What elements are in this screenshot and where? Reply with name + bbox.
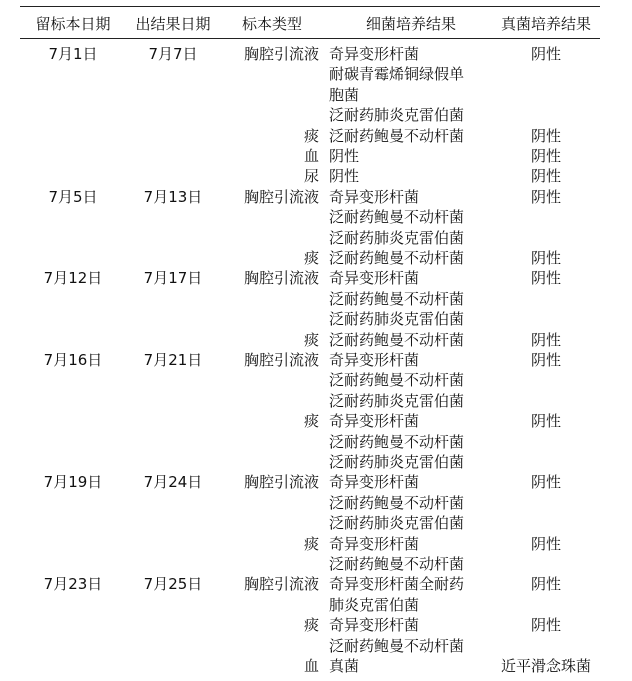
table-row — [0, 472, 632, 492]
fungus-result-cell: 阴性 — [530, 45, 561, 63]
bacteria-result-cell: 泛耐药肺炎克雷伯菌 — [329, 453, 465, 471]
bacteria-result-cell: 泛耐药鲍曼不动杆菌 — [329, 432, 465, 451]
bacteria-result-cell: 泛耐药肺炎克雷伯菌 — [329, 228, 465, 247]
header-sample-date: 留标本日期 — [35, 15, 111, 33]
sample-type-cell: 痰 — [303, 616, 319, 635]
fungus-result-cell: 阴性 — [530, 616, 561, 635]
bacteria-result-cell: 奇异变形杆菌 — [329, 269, 420, 288]
sample-type-cell: 胸腔引流液 — [243, 45, 319, 63]
table-header-rule — [20, 38, 600, 39]
table-row — [0, 615, 632, 635]
fungus-result-cell: 阴性 — [530, 167, 561, 186]
bacteria-result-cell: 奇异变形杆菌 — [329, 412, 420, 431]
table-row — [0, 513, 632, 533]
fungus-result-cell: 阴性 — [530, 187, 561, 206]
sample-type-cell: 血 — [303, 147, 319, 165]
table-top-rule — [20, 6, 600, 7]
table-header — [0, 13, 632, 35]
sample-date-cell: 7月23日 — [43, 575, 103, 594]
header-bacteria-result: 细菌培养结果 — [365, 15, 456, 33]
table-row — [0, 370, 632, 390]
bacteria-result-cell: 肺炎克雷伯菌 — [329, 595, 420, 614]
bacteria-result-cell: 阴性 — [329, 147, 360, 165]
bacteria-result-cell: 泛耐药肺炎克雷伯菌 — [329, 310, 465, 329]
sample-type-cell: 痰 — [303, 330, 319, 349]
table-row — [0, 105, 632, 125]
sample-type-cell: 痰 — [303, 126, 319, 145]
sample-date-cell: 7月12日 — [43, 269, 103, 288]
result-date-cell: 7月24日 — [143, 473, 203, 492]
table-row — [0, 554, 632, 574]
bacteria-result-cell: 奇异变形杆菌 — [329, 187, 420, 206]
table-row — [0, 411, 632, 431]
sample-type-cell: 胸腔引流液 — [243, 473, 319, 492]
fungus-result-cell: 阴性 — [530, 534, 561, 553]
table-row — [0, 432, 632, 452]
bacteria-result-cell: 泛耐药鲍曼不动杆菌 — [329, 371, 465, 390]
table-row — [0, 126, 632, 146]
bacteria-result-cell: 奇异变形杆菌 — [329, 351, 420, 369]
bacteria-result-cell: 奇异变形杆菌全耐药 — [329, 575, 465, 594]
fungus-result-cell: 阴性 — [530, 575, 561, 594]
sample-type-cell: 胸腔引流液 — [243, 187, 319, 206]
header-fungus-result: 真菌培养结果 — [500, 15, 591, 33]
fungus-result-cell: 阴性 — [530, 147, 561, 165]
bacteria-result-cell: 泛耐药鲍曼不动杆菌 — [329, 636, 465, 655]
result-date-cell: 7月25日 — [143, 575, 203, 594]
sample-date-cell: 7月1日 — [48, 45, 98, 63]
sample-date-cell: 7月5日 — [48, 187, 98, 206]
bacteria-result-cell: 奇异变形杆菌 — [329, 473, 420, 492]
fungus-result-cell: 阴性 — [530, 249, 561, 267]
sample-type-cell: 尿 — [303, 167, 319, 186]
sample-type-cell: 痰 — [303, 412, 319, 431]
fungus-result-cell: 阴性 — [530, 269, 561, 288]
table-row — [0, 268, 632, 288]
fungus-result-cell: 阴性 — [530, 126, 561, 145]
fungus-result-cell: 近平滑念珠菌 — [500, 657, 591, 675]
table-row — [0, 248, 632, 268]
bacteria-result-cell: 泛耐药鲍曼不动杆菌 — [329, 330, 465, 349]
bacteria-result-cell: 泛耐药肺炎克雷伯菌 — [329, 106, 465, 125]
table-row — [0, 207, 632, 227]
bacteria-result-cell: 胞菌 — [329, 85, 360, 104]
bacteria-result-cell: 泛耐药肺炎克雷伯菌 — [329, 391, 465, 410]
sample-date-cell: 7月19日 — [43, 473, 103, 492]
table-row — [0, 309, 632, 329]
result-date-cell: 7月13日 — [143, 187, 203, 206]
sample-date-cell: 7月16日 — [43, 351, 103, 369]
bacteria-result-cell: 泛耐药鲍曼不动杆菌 — [329, 493, 465, 512]
table-row — [0, 452, 632, 472]
table-row — [0, 656, 632, 676]
table-row — [0, 493, 632, 513]
table-row — [0, 85, 632, 105]
bacteria-result-cell: 泛耐药鲍曼不动杆菌 — [329, 126, 465, 145]
fungus-result-cell: 阴性 — [530, 412, 561, 431]
header-sample-type: 标本类型 — [241, 15, 302, 33]
sample-type-cell: 痰 — [303, 534, 319, 553]
table-row — [0, 146, 632, 166]
table-row — [0, 534, 632, 554]
table-row — [0, 166, 632, 186]
table-row — [0, 187, 632, 207]
table-row — [0, 391, 632, 411]
bacteria-result-cell: 泛耐药鲍曼不动杆菌 — [329, 555, 465, 573]
bacteria-result-cell: 阴性 — [329, 167, 360, 186]
sample-type-cell: 胸腔引流液 — [243, 351, 319, 369]
bacteria-result-cell: 耐碳青霉烯铜绿假单 — [329, 65, 465, 84]
table-row — [0, 64, 632, 84]
result-date-cell: 7月17日 — [143, 269, 203, 288]
bacteria-result-cell: 泛耐药鲍曼不动杆菌 — [329, 208, 465, 227]
table-row — [0, 350, 632, 370]
table-row — [0, 228, 632, 248]
header-result-date: 出结果日期 — [135, 15, 211, 33]
table-row — [0, 574, 632, 594]
bacteria-result-cell: 奇异变形杆菌 — [329, 45, 420, 63]
sample-type-cell: 胸腔引流液 — [243, 269, 319, 288]
sample-type-cell: 痰 — [303, 249, 319, 267]
bacteria-result-cell: 泛耐药鲍曼不动杆菌 — [329, 249, 465, 267]
sample-type-cell: 血 — [303, 657, 319, 675]
result-date-cell: 7月7日 — [148, 45, 198, 63]
result-date-cell: 7月21日 — [143, 351, 203, 369]
bacteria-result-cell: 泛耐药鲍曼不动杆菌 — [329, 289, 465, 308]
bacteria-result-cell: 泛耐药肺炎克雷伯菌 — [329, 514, 465, 533]
fungus-result-cell: 阴性 — [530, 473, 561, 492]
table-row — [0, 595, 632, 615]
fungus-result-cell: 阴性 — [530, 330, 561, 349]
sample-type-cell: 胸腔引流液 — [243, 575, 319, 594]
table-row — [0, 44, 632, 64]
bacteria-result-cell: 真菌 — [329, 657, 360, 675]
fungus-result-cell: 阴性 — [530, 351, 561, 369]
table-row — [0, 636, 632, 656]
table-row — [0, 330, 632, 350]
bacteria-result-cell: 奇异变形杆菌 — [329, 534, 420, 553]
table-row — [0, 289, 632, 309]
bacteria-result-cell: 奇异变形杆菌 — [329, 616, 420, 635]
